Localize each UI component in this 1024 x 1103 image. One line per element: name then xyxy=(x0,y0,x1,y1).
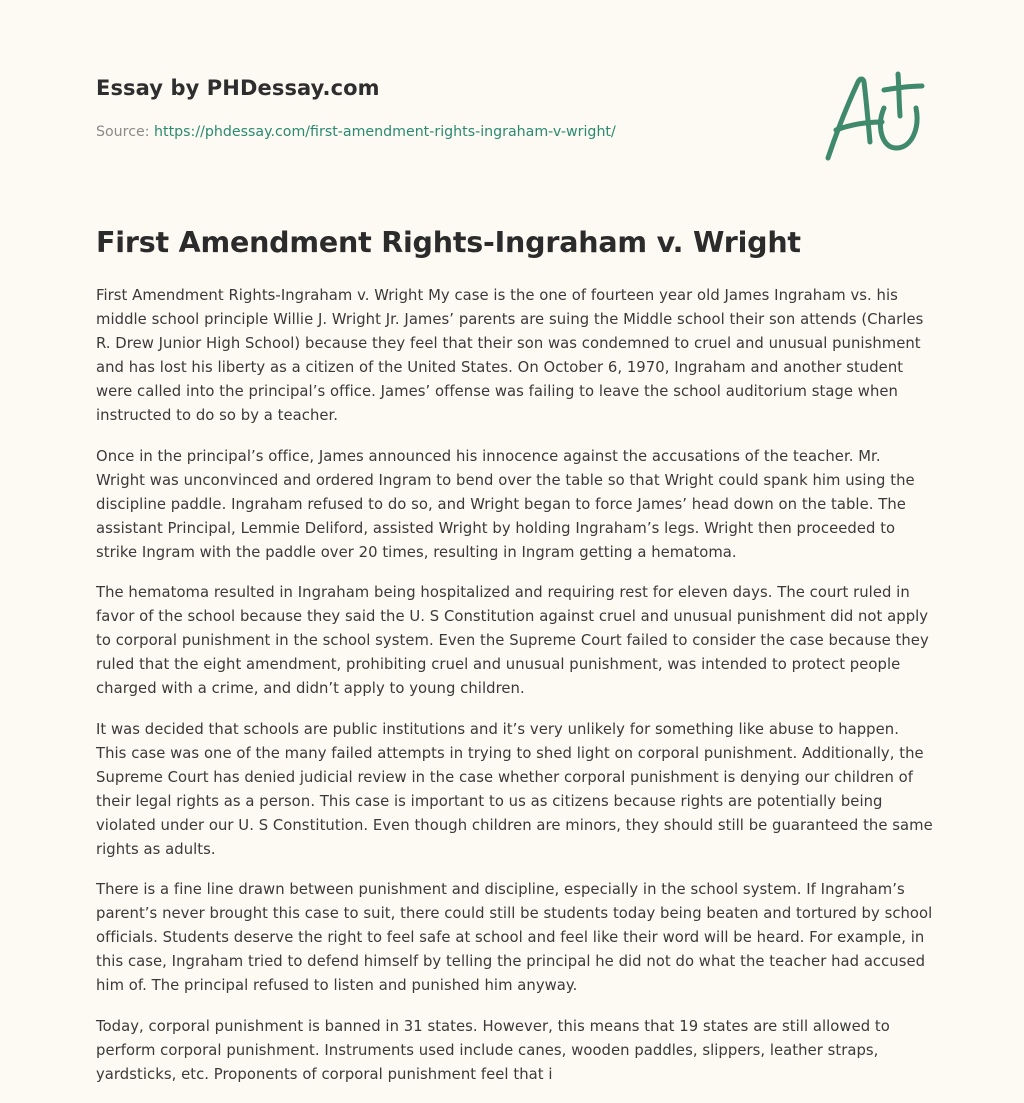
source-label: Source: xyxy=(96,124,150,140)
essay-body xyxy=(96,284,934,1103)
source-link[interactable]: https://phdessay.com/first-amendment-rights-ingraham-v-wright/ xyxy=(154,124,616,140)
essay-paragraph: There is a fine line drawn between punishment and discipline, especially in the school system. If Ingraham’s parent’s never brought this case to suit, there could still be students today being beaten and tortured by school officials. Students deserve the right to feel safe at school and feel like their word will be heard. For example, in this case, Ingraham tried to defend himself by telling the principal he did not do what the teacher had accused him of. The principal refused to listen and punished him anyway. xyxy=(96,881,933,995)
essay-paragraph: Today, corporal punishment is banned in 31 states. However, this means that 19 states are still allowed to perform corporal punishment. Instruments used include canes, wooden paddles, slippers, leather straps, yardsticks, etc. Proponents of corporal punishment feel that i xyxy=(96,1017,890,1083)
essay-paragraph: The hematoma resulted in Ingraham being hospitalized and requiring rest for eleven days. The court ruled in favor of the school because they said the U. S Constitution against cruel and unusual punishment did not apply to corporal punishment in the school system. Even the Supreme Court failed to consider the case because they ruled that the eight amendment, prohibiting cruel and unusual punishment, was intended to protect people charged with a crime, and didn’t apply to young children. xyxy=(96,584,929,698)
a-plus-logo xyxy=(822,68,928,166)
essay-paragraph: First Amendment Rights-Ingraham v. Wright My case is the one of fourteen year old James Ingraham vs. his middle school principle Willie J. Wright Jr. James’ parents are suing the Middle school their son attends (Charles R. Drew Junior High School) because they feel that their son was condemned to cruel and unusual punishment and has lost his liberty as a citizen of the United States. On October 6, 1970, Ingraham and another student were called into the principal’s office. James’ offense was failing to leave the school auditorium stage when instructed to do so by a teacher. xyxy=(96,287,924,425)
essay-header xyxy=(96,76,796,140)
essay-title: First Amendment Rights-Ingraham v. Wright xyxy=(96,226,801,259)
site-brand: Essay by PHDessay.com xyxy=(96,76,380,100)
source-line xyxy=(96,124,796,140)
essay-paragraph: It was decided that schools are public institutions and it’s very unlikely for something like abuse to happen. This case was one of the many failed attempts in trying to shed light on corporal punishment. Additionally, the Supreme Court has denied judicial review in the case whether corporal punishment is denying our children of their legal rights as a person. This case is important to us as citizens because rights are potentially being violated under our U. S Constitution. Even though children are minors, they should still be guaranteed the same rights as adults. xyxy=(96,720,933,858)
essay-paragraph: Once in the principal’s office, James announced his innocence against the accusations of the teacher. Mr. Wright was unconvinced and ordered Ingram to bend over the table so that Wright could spank him using the discipline paddle. Ingraham refused to do so, and Wright began to force James’ head down on the table. The assistant Principal, Lemmie Deliford, assisted Wright by holding Ingraham’s legs. Wright then proceeded to strike Ingram with the paddle over 20 times, resulting in Ingram getting a hematoma. xyxy=(96,447,915,561)
